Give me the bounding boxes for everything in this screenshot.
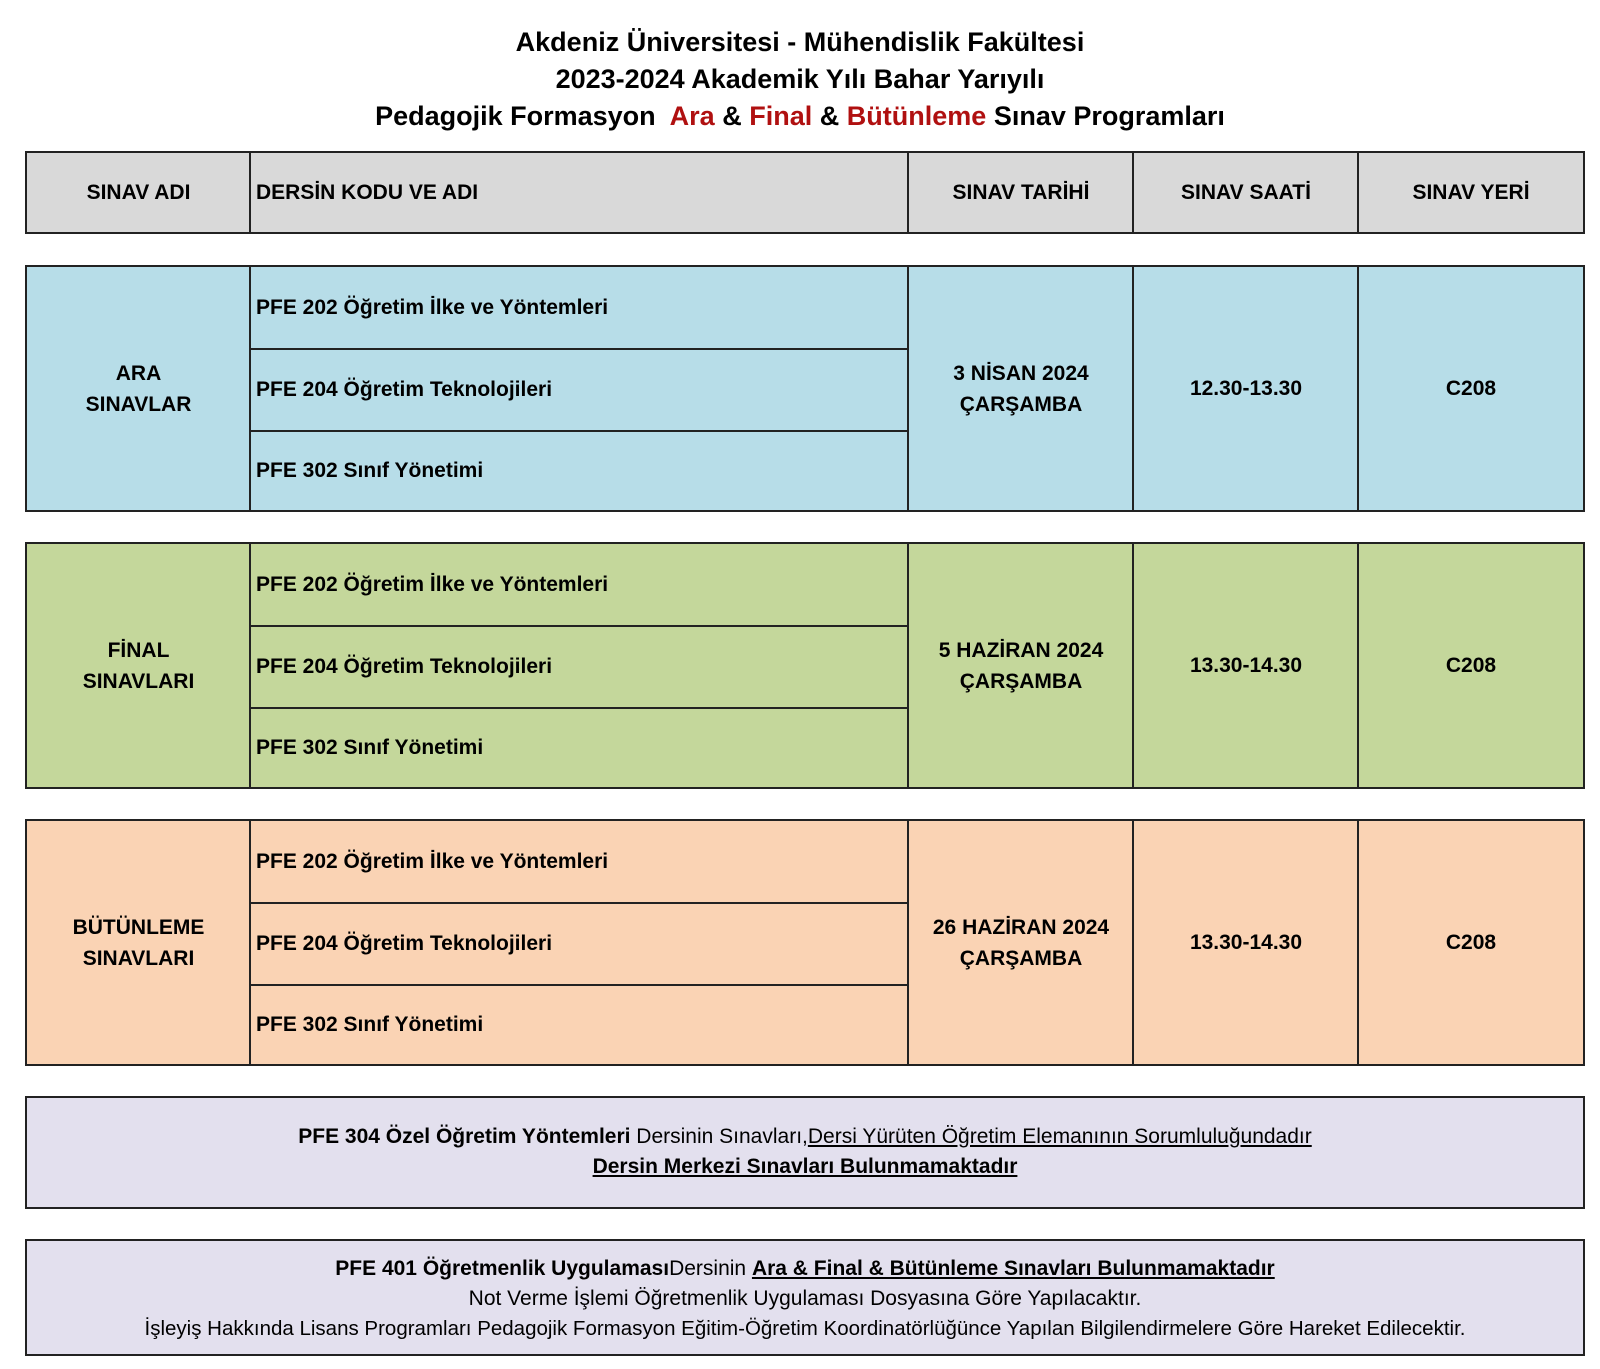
note-2-line-1: [27, 1254, 1583, 1284]
exam-room: C208: [1445, 377, 1497, 400]
note-2-no-exams: Ara & Final & Bütünleme Sınavları Bulunmamaktadır: [751, 1257, 1275, 1280]
header-ders: DERSİN KODU VE ADI: [256, 181, 479, 204]
title-line-3: [0, 98, 1600, 135]
exam-block-final: [25, 542, 1585, 789]
exam-date-line-2: ÇARŞAMBA: [959, 669, 1083, 693]
course-item: PFE 302 Sınıf Yönetimi: [256, 736, 484, 759]
header-sinav-adi: SINAV ADI: [86, 181, 191, 204]
header-saat: SINAV SAATİ: [1181, 181, 1311, 204]
title-amp-1: &: [722, 101, 742, 131]
divider: [249, 267, 251, 510]
exam-date-line-1: 3 NİSAN 2024: [953, 361, 1089, 385]
exam-block-ara: [25, 265, 1585, 512]
exam-block-butunleme: [25, 819, 1585, 1066]
exam-room: C208: [1445, 654, 1497, 677]
exam-room: C208: [1445, 931, 1497, 954]
exam-name-line-1: BÜTÜNLEME: [72, 915, 205, 939]
note-1-responsibility: Dersi Yürüten Öğretim Elemanının Sorumluluğundadır: [807, 1125, 1312, 1148]
divider: [249, 821, 251, 1064]
course-item: PFE 302 Sınıf Yönetimi: [256, 459, 484, 482]
course-item: PFE 204 Öğretim Teknolojileri: [256, 378, 553, 401]
exam-name-line-2: SINAVLAR: [85, 392, 192, 416]
exam-date: [909, 821, 1133, 1064]
exam-name: [27, 544, 250, 787]
course-item: PFE 202 Öğretim İlke ve Yöntemleri: [256, 850, 609, 873]
title-line-2: 2023-2024 Akademik Yılı Bahar Yarıyılı: [555, 64, 1045, 94]
exam-time: 12.30-13.30: [1189, 377, 1303, 400]
exam-date-line-2: ÇARŞAMBA: [959, 392, 1083, 416]
note-2-course: PFE 401 Öğretmenlik Uygulaması: [335, 1257, 670, 1280]
exam-name-line-2: SINAVLARI: [82, 946, 195, 970]
divider: [249, 544, 251, 787]
note-pfe-304: [25, 1096, 1585, 1209]
exam-time: 13.30-14.30: [1189, 931, 1303, 954]
course-item: PFE 202 Öğretim İlke ve Yöntemleri: [256, 296, 609, 319]
divider: [249, 153, 251, 232]
table-header: [25, 151, 1585, 234]
course-item: PFE 302 Sınıf Yönetimi: [256, 1013, 484, 1036]
title-ara: Ara: [669, 101, 715, 131]
exam-date: [909, 544, 1133, 787]
exam-date-line-1: 5 HAZİRAN 2024: [938, 638, 1104, 662]
course-item: PFE 202 Öğretim İlke ve Yöntemleri: [256, 573, 609, 596]
course-item: PFE 204 Öğretim Teknolojileri: [256, 655, 553, 678]
exam-time: 13.30-14.30: [1189, 654, 1303, 677]
title-butunleme: Bütünleme: [846, 101, 987, 131]
note-2-line-2: Not Verme İşlemi Öğretmenlik Uygulaması Dosyasına Göre Yapılacaktır.: [468, 1287, 1142, 1310]
exam-name-line-1: FİNAL: [107, 638, 170, 662]
exam-date: [909, 267, 1133, 510]
note-pfe-401: [25, 1239, 1585, 1356]
page-title: [0, 24, 1600, 135]
title-prefix: Pedagojik Formasyon: [375, 101, 656, 131]
note-1-line-2: Dersin Merkezi Sınavları Bulunmamaktadır: [592, 1155, 1018, 1178]
title-suffix: Sınav Programları: [993, 101, 1225, 131]
note-2-line-3: İşleyiş Hakkında Lisans Programları Pedagojik Formasyon Eğitim-Öğretim Koordinatörlüğünce Yapılan Bilgilendirmelere Göre Hareket Edilecektir.: [144, 1317, 1466, 1340]
title-line-1: Akdeniz Üniversitesi - Mühendislik Fakültesi: [515, 27, 1085, 57]
exam-name: [27, 267, 250, 510]
note-1-text: Dersinin Sınavları,: [630, 1125, 808, 1148]
note-2-text: Dersinin: [669, 1257, 752, 1280]
header-yer: SINAV YERİ: [1412, 181, 1530, 204]
note-1-course: PFE 304 Özel Öğretim Yöntemleri: [298, 1125, 631, 1148]
exam-name: [27, 821, 250, 1064]
title-amp-2: &: [819, 101, 840, 131]
note-1-line-1: [27, 1122, 1583, 1152]
header-tarih: SINAV TARİHİ: [952, 181, 1090, 204]
course-item: PFE 204 Öğretim Teknolojileri: [256, 932, 553, 955]
exam-name-line-2: SINAVLARI: [82, 669, 195, 693]
title-final: Final: [749, 101, 813, 131]
exam-date-line-1: 26 HAZİRAN 2024: [932, 915, 1110, 939]
exam-name-line-1: ARA: [115, 361, 162, 385]
exam-date-line-2: ÇARŞAMBA: [959, 946, 1083, 970]
